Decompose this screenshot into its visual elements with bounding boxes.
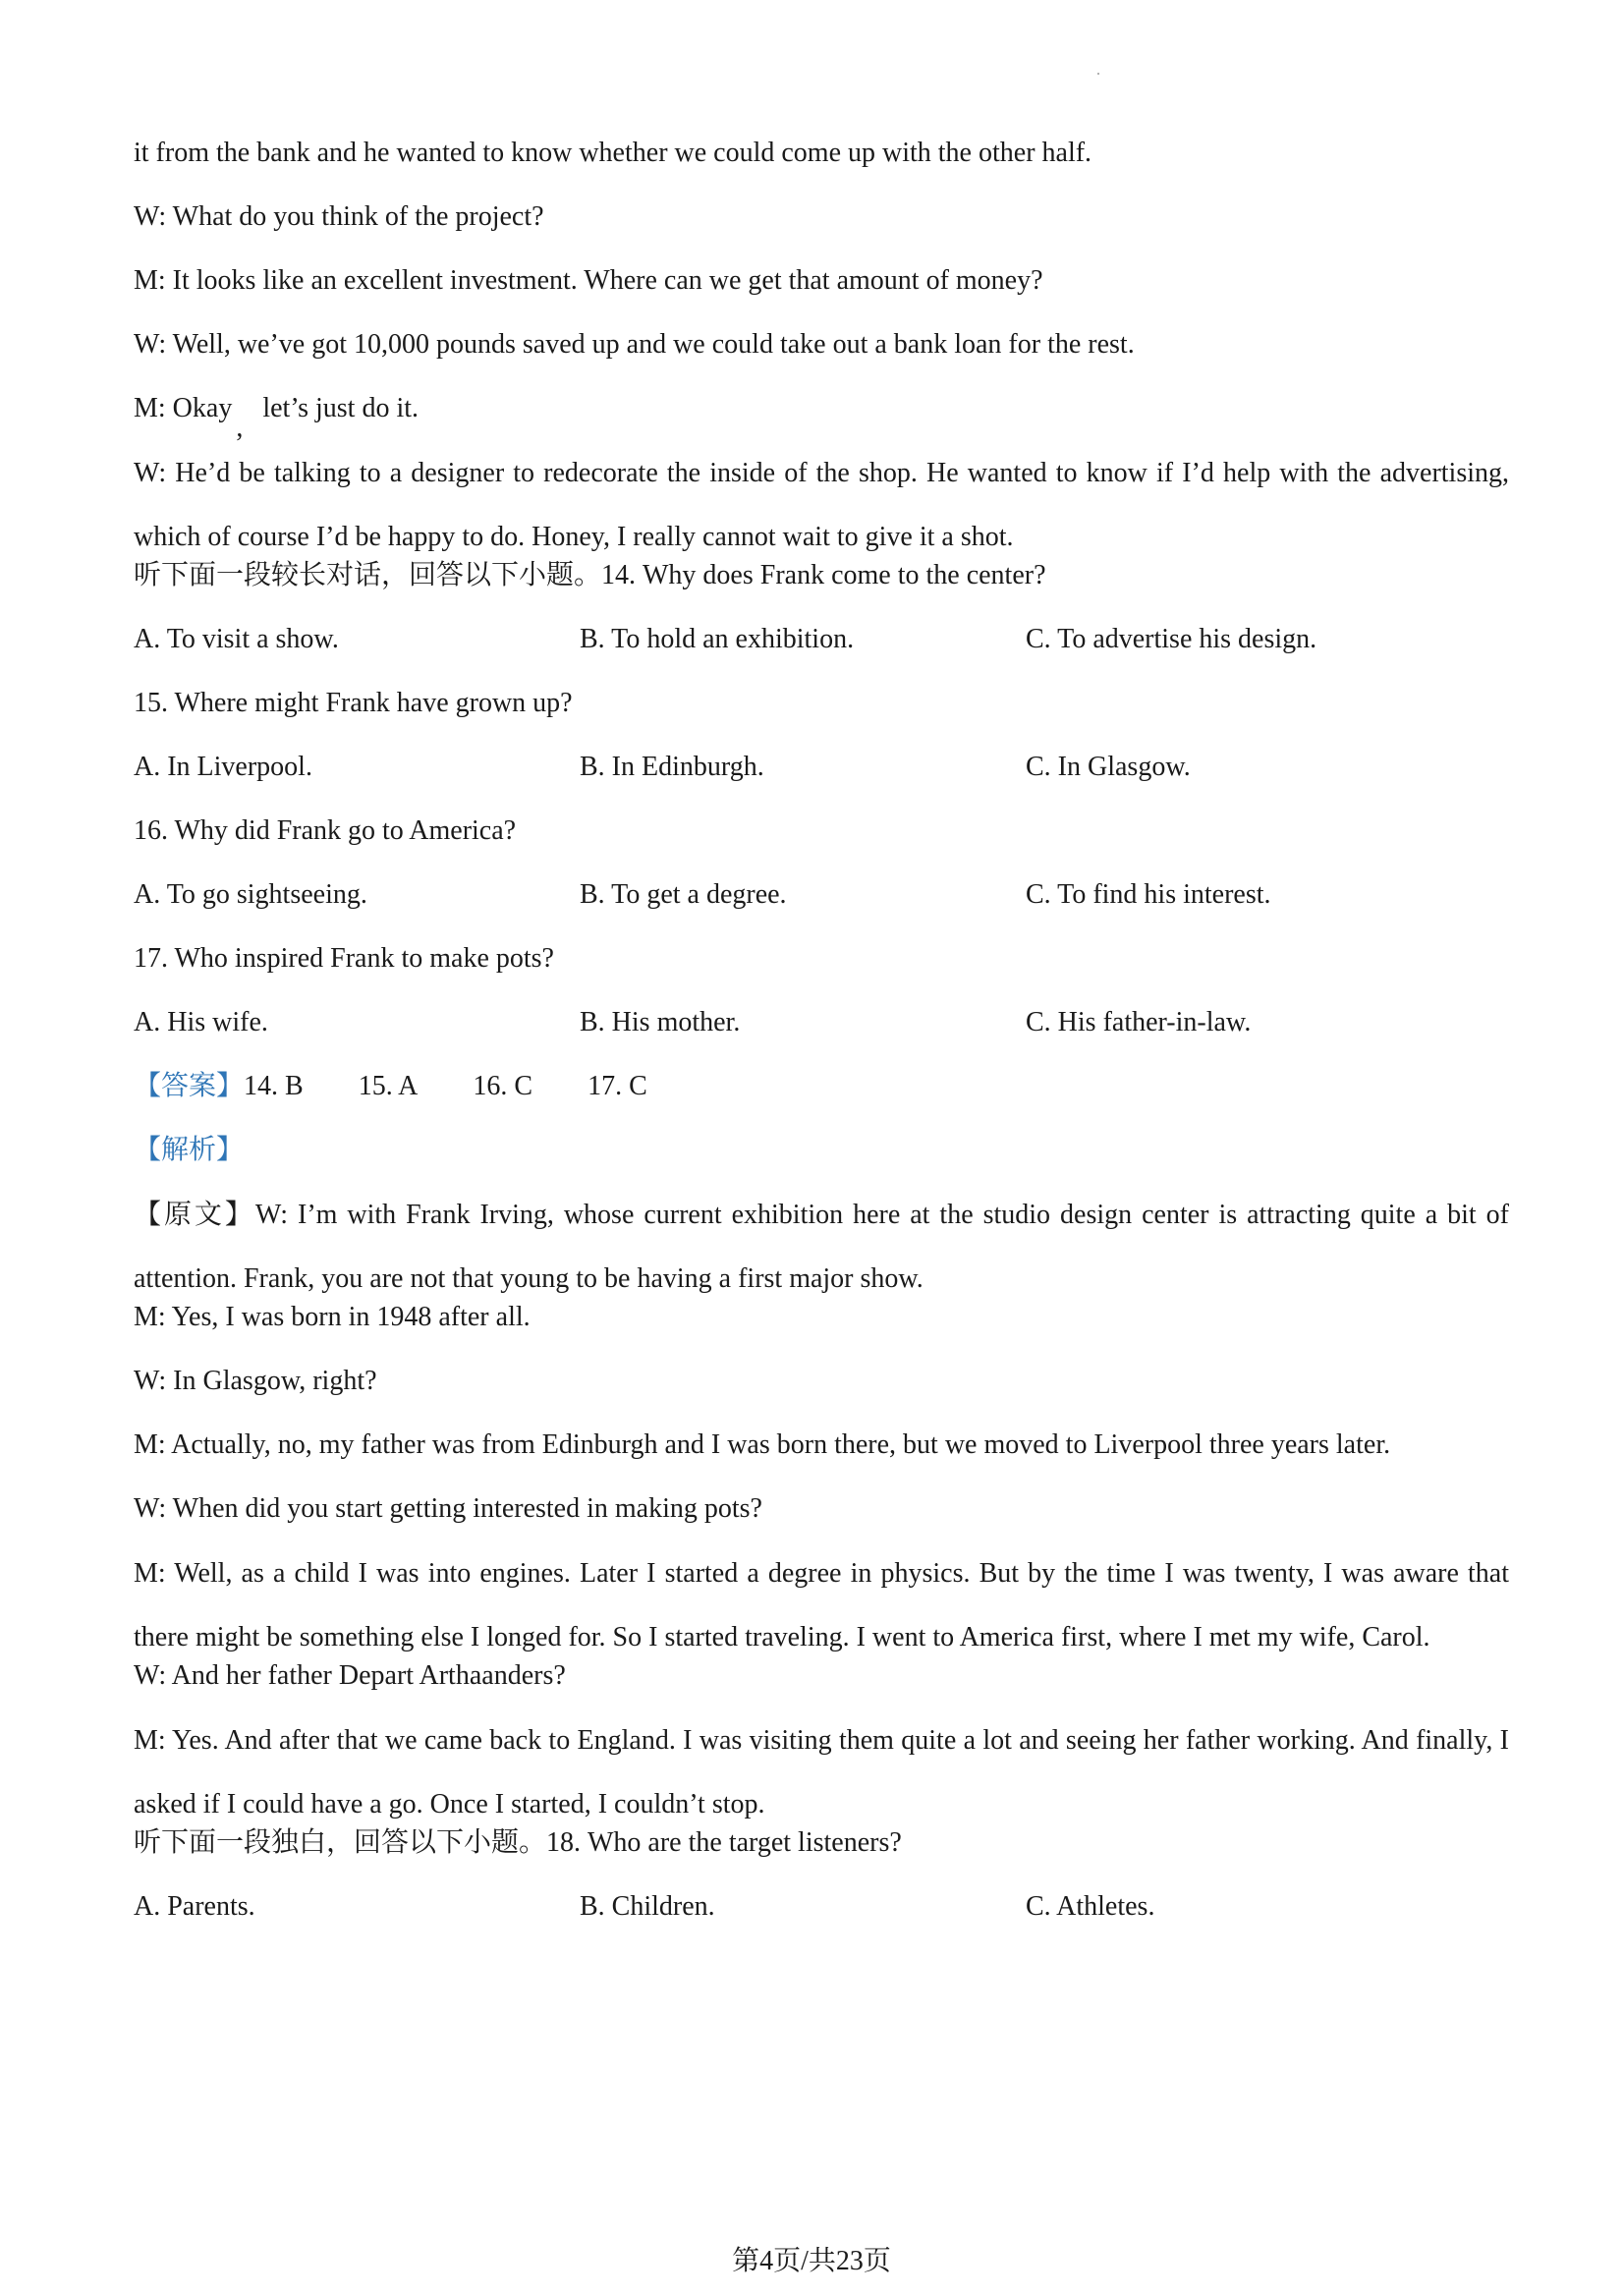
transcript-paragraph: W: He’d be talking to a designer to redecorate the inside of the shop. He wanted to know if I’d help with the advertising, which of course I’d be happy to do. Honey, I really cannot wait to give it a shot. [134,458,1509,552]
okay-before: M: Okay [134,393,233,423]
analysis-label: 【解析】 [134,1135,245,1165]
answer-item: 16. C [473,1071,533,1101]
answer-label: 【答案】 [134,1071,245,1101]
page-footer: 第4页/共23页 [732,2246,891,2276]
question-stem: 17. Who inspired Frank to make pots? [134,943,554,974]
answer-item: 15. A [358,1071,419,1101]
transcript-line: M: Actually, no, my father was from Edinburgh and I was born there, but we moved to Liverpool three years later. [134,1429,1391,1460]
option-b: B. Children. [580,1891,715,1922]
transcript-line: W: Well, we’ve got 10,000 pounds saved up and we could take out a bank loan for the rest. [134,329,1135,360]
transcript-line-okay [134,391,1509,443]
option-a: A. To visit a show. [134,624,339,654]
page-content [134,136,1509,1953]
answer-item: 17. C [588,1071,647,1101]
q16-options [134,877,1509,913]
q14-options [134,622,1509,657]
original-label: 【原文】 [134,1200,255,1230]
question-stem: 15. Where might Frank have grown up? [134,688,573,718]
original-first-text: W: I’m with Frank Irving, whose current exhibition here at the studio design center is attracting quite a bit of attention. Frank, you are not that young to be having a first major show. [134,1200,1509,1294]
transcript-paragraph: M: Well, as a child I was into engines. Later I started a degree in physics. But by the time I was twenty, I was aware that there might be something else I longed for. So I started traveling. I went to America first, where I met my wife, Carol. [134,1558,1509,1652]
option-b: B. In Edinburgh. [580,752,764,782]
transcript-line: M: It looks like an excellent investment. Where can we get that amount of money? [134,265,1043,296]
transcript-line: W: In Glasgow, right? [134,1366,377,1396]
option-b: B. To hold an exhibition. [580,624,855,654]
option-c: C. To find his interest. [1026,879,1271,910]
option-a: A. In Liverpool. [134,752,312,782]
transcript-line: it from the bank and he wanted to know whether we could come up with the other half. [134,138,1092,168]
option-b: B. His mother. [580,1007,741,1037]
transcript-paragraph: M: Yes. And after that we came back to England. I was visiting them quite a lot and seeing her father working. And finally, I asked if I could have a go. Once I started, I couldn’t stop. [134,1725,1509,1820]
section-intro: 听下面一段较长对话，回答以下小题。14. Why does Frank come to the center? [134,560,1046,590]
option-a: A. His wife. [134,1007,268,1037]
transcript-line: W: When did you start getting interested in making pots? [134,1493,762,1524]
option-c: C. In Glasgow. [1026,752,1191,782]
transcript-line: W: What do you think of the project? [134,201,544,232]
scan-dot [1097,73,1099,75]
option-c: C. To advertise his design. [1026,624,1317,654]
q18-options [134,1889,1509,1925]
transcript-line: W: And her father Depart Arthaanders? [134,1660,566,1691]
q17-options [134,1005,1509,1040]
section-intro: 听下面一段独白，回答以下小题。18. Who are the target listeners? [134,1827,902,1858]
option-b: B. To get a degree. [580,879,787,910]
answer-item: 14. B [244,1071,304,1101]
q15-options [134,750,1509,785]
option-c: C. Athletes. [1026,1891,1155,1922]
okay-after: let’s just do it. [262,393,420,423]
option-a: A. Parents. [134,1891,255,1922]
answer-line [134,1069,1509,1104]
original-first-paragraph [134,1183,1509,1311]
okay-comma: , [236,413,244,443]
question-stem: 16. Why did Frank go to America? [134,815,517,846]
option-c: C. His father-in-law. [1026,1007,1252,1037]
option-a: A. To go sightseeing. [134,879,367,910]
transcript-line: M: Yes, I was born in 1948 after all. [134,1302,531,1332]
